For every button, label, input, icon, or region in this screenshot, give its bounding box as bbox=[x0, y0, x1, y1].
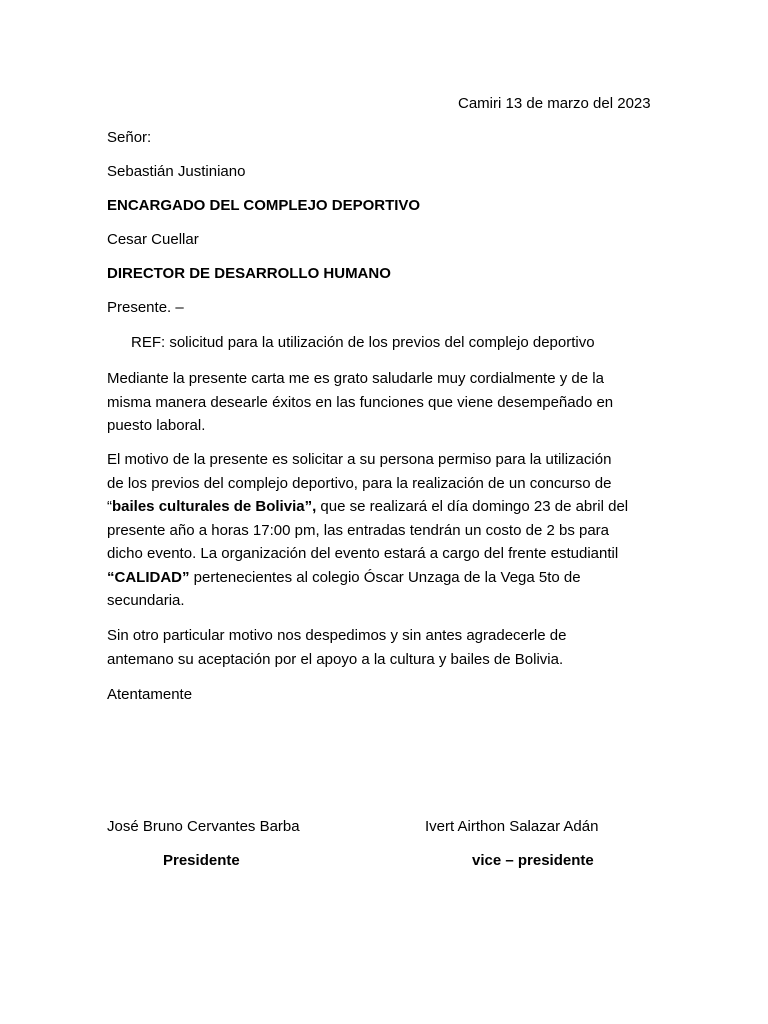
signer2-role: vice – presidente bbox=[472, 852, 594, 869]
signer1-role: Presidente bbox=[163, 852, 240, 869]
recipient1-title: ENCARGADO DEL COMPLEJO DEPORTIVO bbox=[107, 197, 421, 214]
paragraph-3-line: antemano su aceptación por el apoyo a la cultura y bailes de Bolivia. bbox=[107, 650, 564, 668]
open-quote: “ bbox=[107, 498, 112, 515]
paragraph-3-line: Sin otro particular motivo nos despedimos y sin antes agradecerle de bbox=[107, 627, 567, 644]
closing: Atentamente bbox=[107, 686, 193, 703]
paragraph-2-line: presente año a horas 17:00 pm, las entradas tendrán un costo de 2 bs para bbox=[107, 521, 610, 539]
event-date-text: que se realizará el día domingo 23 de abril del bbox=[316, 498, 629, 515]
recipient1-name: Sebastián Justiniano bbox=[107, 163, 246, 180]
signer2-name: Ivert Airthon Salazar Adán bbox=[425, 818, 599, 835]
signer1-name: José Bruno Cervantes Barba bbox=[107, 818, 300, 835]
paragraph-2-line: de los previos del complejo deportivo, para la realización de un concurso de bbox=[107, 474, 612, 492]
letter-date: Camiri 13 de marzo del 2023 bbox=[458, 95, 651, 112]
group-name: “CALIDAD” bbox=[107, 568, 190, 586]
paragraph-1-line: Mediante la presente carta me es grato saludarle muy cordialmente y de la bbox=[107, 370, 604, 387]
paragraph-3 bbox=[107, 624, 667, 671]
paragraph-2-line: secundaria. bbox=[107, 592, 185, 609]
paragraph-2-line bbox=[107, 495, 667, 519]
paragraph-2 bbox=[107, 448, 667, 613]
paragraph-2-line: El motivo de la presente es solicitar a su persona permiso para la utilización bbox=[107, 451, 612, 468]
paragraph-2-line: dicho evento. La organización del evento estará a cargo del frente estudiantil bbox=[107, 545, 619, 562]
school-text: pertenecientes al colegio Óscar Unzaga de la Vega 5to de bbox=[189, 568, 581, 586]
reference-line: REF: solicitud para la utilización de los previos del complejo deportivo bbox=[131, 334, 595, 351]
recipient2-name: Cesar Cuellar bbox=[107, 231, 199, 248]
paragraph-1-line: misma manera desearle éxitos en las funciones que viene desempeñado en bbox=[107, 393, 614, 411]
presente-line: Presente. – bbox=[107, 299, 184, 316]
event-name: bailes culturales de Bolivia”, bbox=[112, 498, 317, 515]
paragraph-2-line bbox=[107, 566, 667, 590]
salutation: Señor: bbox=[107, 129, 152, 146]
paragraph-1 bbox=[107, 367, 667, 438]
recipient2-title: DIRECTOR DE DESARROLLO HUMANO bbox=[107, 265, 391, 282]
paragraph-1-line: puesto laboral. bbox=[107, 417, 206, 434]
